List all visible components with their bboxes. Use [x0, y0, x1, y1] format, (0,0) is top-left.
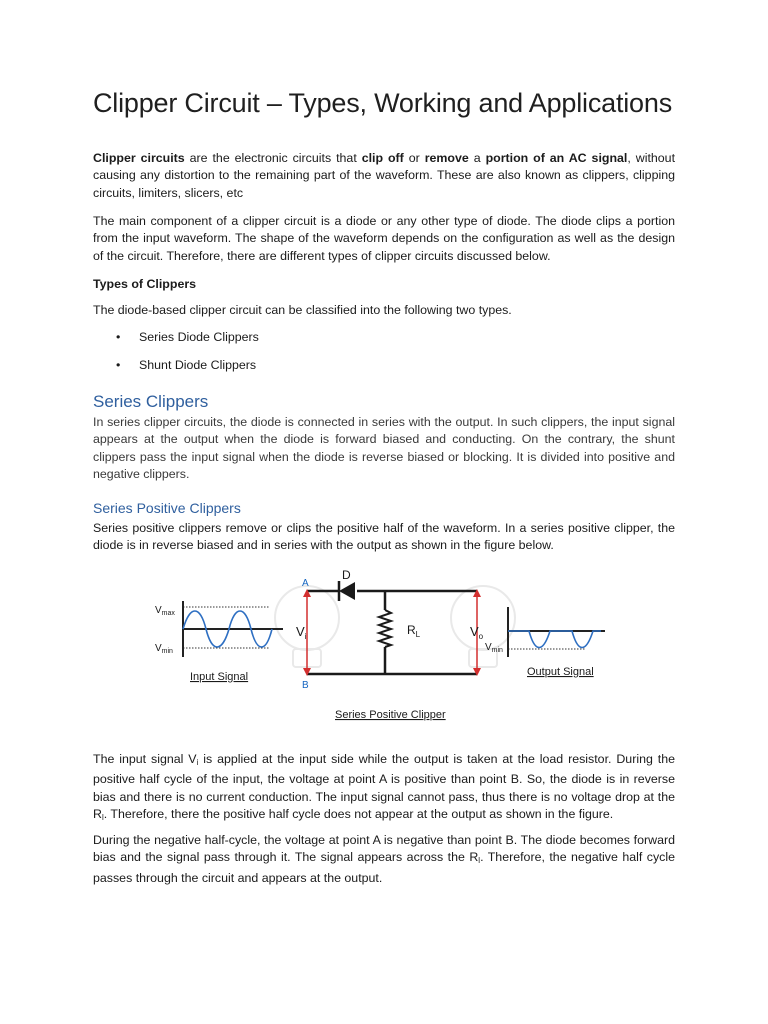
working-paragraph-1: The input signal $V_i$ is applied at the input side while the output is taken at the load resistor. During the positive half cycle of the input, the voltage at point A is positive than point B. So, the diode is in reverse bias and there is no current conduction. The input signal cannot pass, thus there is no voltage drop at the $R_l$. Therefore, there the positive half cycle does not appear at the output as shown in the figure.	[93, 752, 675, 822]
series-positive-clipper-figure	[145, 565, 615, 730]
circuit	[307, 591, 477, 674]
input-signal-graph	[155, 601, 283, 683]
input-voltage-label: $V_i$	[296, 624, 307, 641]
series-positive-heading: Series Positive Clippers	[93, 500, 241, 516]
types-text: The diode-based clipper circuit can be classified into the following two types.	[93, 303, 512, 317]
types-heading: Types of Clippers	[93, 277, 197, 291]
intro-paragraph-1: Clipper circuits are the electronic circuits that clip off or remove a portion of an AC signal, without causing any distortion to the remaining part of the waveform. These are also known as clippers, clipping circuits, limiters, slicers, etc	[93, 151, 676, 200]
vmin-input-label: $V_{min}$	[155, 643, 173, 655]
series-clippers-heading: Series Clippers	[93, 392, 209, 411]
figure-caption: Series Positive Clipper	[335, 709, 446, 721]
output-voltage-label: $V_o$	[470, 624, 484, 641]
output-clipped-wave	[508, 631, 601, 648]
bulb-watermark-right	[451, 586, 515, 667]
input-signal-label: Input Signal	[190, 671, 249, 683]
bullet: •	[116, 330, 121, 344]
term-clipper-circuits: Clipper circuits	[93, 151, 185, 165]
vmin-output-label: $V_{min}$	[485, 642, 503, 654]
page-title: Clipper Circuit – Types, Working and Applications	[93, 88, 672, 118]
diode-symbol	[339, 568, 355, 601]
types-list	[93, 329, 259, 384]
intro-paragraph-2: The main component of a clipper circuit is a diode or any other type of diode. The diode clips a portion from the input waveform. The shape of the waveform depends on the configuration as well as the design of the circuit. Therefore, there are different types of clipper circuits discussed below.	[93, 214, 675, 263]
point-b-label: B	[302, 680, 309, 691]
load-resistor-label: $R_L$	[407, 623, 421, 639]
output-signal-label: Output Signal	[527, 666, 594, 678]
resistor-symbol	[379, 610, 391, 647]
bullet: •	[116, 357, 121, 372]
vmax-label: $V_{max}$	[155, 605, 175, 617]
point-a-label: A	[302, 578, 309, 589]
series-positive-text: Series positive clippers remove or clips the positive half of the waveform. In a series positive clipper, the diode is in reverse biased and in series with the output as shown in the figure below.	[93, 521, 675, 553]
list-item: • Series Diode Clippers	[116, 330, 259, 344]
list-item: • Shunt Diode Clippers	[116, 357, 257, 372]
diode-label: D	[342, 568, 351, 582]
working-paragraph-2: During the negative half-cycle, the voltage at point A is negative than point B. The diode becomes forward bias and the signal pass through it. The signal appears across the $R_l$. Therefore, the negative half cycle passes through the circuit and appears at the output.	[93, 833, 676, 885]
series-clippers-text: In series clipper circuits, the diode is connected in series with the output. In such clippers, the input signal appears at the output when the diode is forward biased and conducting. On the contrary, the shunt clippers pass the input signal when the diode is reverse biased or blocking. It is divided into positive and negative clippers.	[93, 415, 675, 481]
